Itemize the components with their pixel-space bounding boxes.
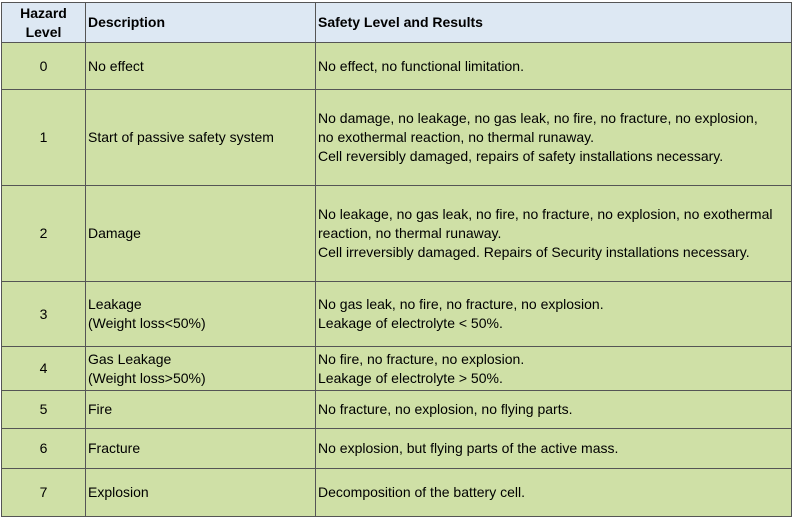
results-cell <box>316 282 792 347</box>
header-hazard-level-line: Hazard <box>20 4 67 21</box>
header-row <box>2 3 792 43</box>
hazard-level-cell: 2 <box>2 186 86 282</box>
table-row <box>2 429 792 469</box>
hazard-level-cell: 4 <box>2 347 86 391</box>
results-line: reaction, no thermal runaway. <box>318 225 502 241</box>
results-line: Decomposition of the battery cell. <box>318 484 525 500</box>
description-line: Gas Leakage <box>88 350 172 367</box>
results-line: Cell irreversibly damaged. Repairs of Security installations necessary. <box>318 244 750 260</box>
results-line: Cell reversibly damaged, repairs of safety installations necessary. <box>318 148 724 164</box>
results-line: No gas leak, no fire, no fracture, no explosion. <box>318 296 604 312</box>
table-row <box>2 469 792 517</box>
results-line: No damage, no leakage, no gas leak, no fire, no fracture, no explosion, <box>318 110 758 126</box>
description-line: (Weight loss>50%) <box>88 369 206 386</box>
results-line: No effect, no functional limitation. <box>318 57 524 74</box>
table-row <box>2 43 792 90</box>
description-cell <box>86 391 316 429</box>
hazard-level-table <box>1 2 792 517</box>
hazard-level-cell: 6 <box>2 429 86 469</box>
hazard-level-cell: 3 <box>2 282 86 347</box>
header-safety-level-results: Safety Level and Results <box>316 3 792 43</box>
header-hazard-level <box>2 3 86 43</box>
description-cell <box>86 469 316 517</box>
description-cell <box>86 282 316 347</box>
results-cell <box>316 391 792 429</box>
results-cell <box>316 347 792 391</box>
results-cell <box>316 90 792 186</box>
table-row <box>2 90 792 186</box>
table-row <box>2 282 792 347</box>
table-row <box>2 186 792 282</box>
results-cell <box>316 43 792 90</box>
hazard-level-cell: 1 <box>2 90 86 186</box>
results-line: Leakage of electrolyte > 50%. <box>318 369 503 386</box>
description-cell <box>86 429 316 469</box>
results-line: Leakage of electrolyte < 50%. <box>318 315 503 331</box>
hazard-level-cell: 7 <box>2 469 86 517</box>
description-line: Leakage <box>88 296 142 312</box>
header-hazard-level-line: Level <box>25 23 62 40</box>
results-cell <box>316 469 792 517</box>
hazard-level-cell: 5 <box>2 391 86 429</box>
hazard-level-cell: 0 <box>2 43 86 90</box>
results-cell <box>316 429 792 469</box>
description-cell <box>86 347 316 391</box>
description-line: Damage <box>88 225 141 241</box>
description-cell <box>86 43 316 90</box>
results-line: no exothermal reaction, no thermal runaway. <box>318 129 594 145</box>
table-row <box>2 347 792 391</box>
table-body <box>2 43 792 517</box>
results-line: No explosion, but flying parts of the active mass. <box>318 440 619 456</box>
results-line: No leakage, no gas leak, no fire, no fracture, no explosion, no exothermal <box>318 206 773 222</box>
results-line: No fire, no fracture, no explosion. <box>318 350 525 367</box>
description-line: Explosion <box>88 484 149 500</box>
description-line: Start of passive safety system <box>88 129 274 145</box>
description-line: Fracture <box>88 440 141 456</box>
results-line: No fracture, no explosion, no flying parts. <box>318 401 573 417</box>
table-row <box>2 391 792 429</box>
description-cell <box>86 186 316 282</box>
description-line: (Weight loss<50%) <box>88 315 206 331</box>
table-header <box>2 3 792 43</box>
results-cell <box>316 186 792 282</box>
header-description: Description <box>86 3 316 43</box>
description-cell <box>86 90 316 186</box>
description-line: Fire <box>88 401 113 417</box>
description-line: No effect <box>88 57 144 74</box>
